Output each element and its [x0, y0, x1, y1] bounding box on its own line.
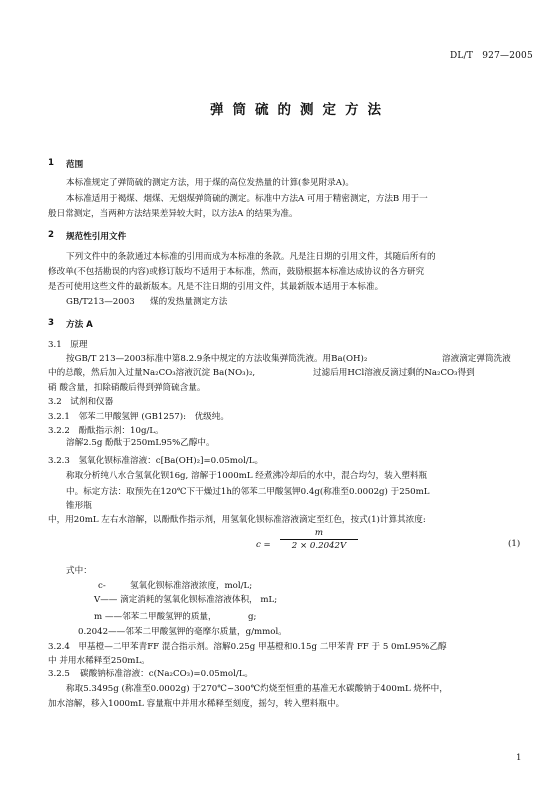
paragraph-line: 硝 酸含量，扣除硝酸后得到弹筒硫含量。 — [48, 383, 206, 393]
subsection-heading: 3.2.3 氢氧化钡标准溶液：c[Ba(OH)₂]=0.05mol/L。 — [48, 456, 264, 466]
paragraph-line: 中的总酸，然后加入过量Na₂CO₃溶液沉淀 Ba(NO₃)₂, — [48, 368, 256, 378]
paragraph-line: 中，用20mL 左右水溶解，以酚酞作指示剂，用氢氧化钡标准溶液滴定至红色，按式(1)计算其浓度: — [48, 515, 426, 525]
paragraph-line: 修改单(不包括勘误的内容)或修订版均不适用于本标准，然而，鼓励根据本标准达成协议的各方研究 — [48, 267, 425, 277]
section-1-heading: 范围 — [66, 160, 84, 170]
section-1-number: 1 — [48, 158, 54, 168]
equation-number: (1) — [508, 539, 521, 549]
paragraph-line: 过滤后用HCl溶液反滴过剩的Na₂CO₃得到 — [313, 368, 475, 378]
paragraph-line: 下列文件中的条款通过本标准的引用而成为本标准的条款。凡是注日期的引用文件，其随后所有的 — [66, 252, 436, 262]
subsection-heading: 碳酸钠标准溶液：c(Na₂CO₃)=0.05mol/L。 — [80, 669, 254, 679]
subsection-heading: 3.2 试剂和仪器 — [48, 397, 114, 407]
paragraph-line: 中。标定方法：取预先在120℃下干燥过1h的邻苯二甲酸氢钾0.4g(称准至0.0002g) 于250mL — [66, 487, 430, 497]
section-3-heading: 方法 A — [66, 320, 93, 330]
section-2-heading: 规范性引用文件 — [66, 232, 127, 242]
equation-numerator: m — [314, 528, 324, 538]
variable-unit: g; — [248, 612, 257, 622]
doc-code: DL/T 927—2005 — [450, 51, 533, 61]
paragraph-line: 称取分析纯八水合氢氧化钡16g, 溶解于1000mL 经煮沸冷却后的水中，混合均匀，装入塑料瓶 — [66, 471, 428, 481]
paragraph-line: 溶液滴定弹筒洗液 — [442, 354, 511, 364]
section-2-number: 2 — [48, 230, 54, 240]
subsection-heading: 3.2.1 邻苯二甲酸氢钾 (GB1257): 优级纯。 — [48, 412, 229, 422]
where-label: 式中： — [66, 566, 92, 576]
page-title: 弹筒硫的测定方法 — [210, 102, 390, 118]
paragraph-line: 中 并用水稀释至250mL。 — [48, 656, 150, 666]
fraction-bar — [280, 539, 358, 540]
variable-symbol: c- — [98, 581, 106, 591]
paragraph-line: 是否可使用这些文件的最新版本。凡是不注日期的引用文件，其最新版本适用于本标准。 — [48, 282, 384, 292]
equation-fraction — [280, 528, 358, 551]
paragraph-line: 锥形瓶 — [66, 501, 92, 511]
section-3-number: 3 — [48, 318, 54, 328]
subsection-heading: 3.2.2 酚酞指示剂：10g/L。 — [48, 426, 164, 436]
paragraph-line: 般日常测定，当两种方法结果差异较大时，以方法A 的结果为准。 — [48, 209, 298, 219]
page-number: 1 — [516, 753, 522, 763]
subsection-heading: 3.1 原理 — [48, 340, 88, 350]
subsection-heading: 3.2.4 甲基橙—二甲苯青FF 混合指示剂。溶解0.25g 甲基橙和0.15g 二甲苯青 FF 于 5 0mL95%乙醇 — [48, 642, 447, 652]
paragraph-line: 溶解2.5g 酚酞于250mL95%乙醇中。 — [66, 438, 215, 448]
variable-definition: V—— 滴定消耗的氢氧化钡标准溶液体积， mL; — [94, 595, 278, 605]
paragraph-line: 称取5.3495g (称准至0.0002g) 于270℃~300℃灼烧至恒重的基准无水碳酸钠于400mL 烧杯中， — [66, 684, 448, 694]
reference-code: GB/T213—2003 — [66, 297, 135, 307]
paragraph-line: 本标准适用于褐煤、烟煤、无烟煤弹筒硫的测定。标准中方法A 可用于精密测定，方法B 用于一 — [66, 194, 428, 204]
equation-denominator: 2 × 0.2042V — [291, 541, 347, 551]
paragraph-line: 加水溶解，移入1000mL 容量瓶中并用水稀释至刻度，摇匀，转入塑料瓶中。 — [48, 699, 345, 709]
paragraph-line: 本标准规定了弹筒硫的测定方法，用于煤的高位发热量的计算(参见附录A)。 — [66, 178, 354, 188]
paragraph-line: 按GB/T 213—2003标准中第8.2.9条中规定的方法收集弹筒洗液。用Ba(OH)₂ — [66, 354, 368, 364]
subsection-number: 3.2.5 — [48, 669, 70, 679]
reference-title: 煤的发热量测定方法 — [150, 297, 228, 307]
equation-lhs: c = — [256, 540, 271, 550]
variable-definition: m ——邻苯二甲酸氢钾的质量， — [94, 612, 217, 622]
variable-definition: 氢氧化钡标准溶液浓度，mol/L; — [130, 581, 253, 591]
variable-definition: 0.2042——邻苯二甲酸氢钾的毫摩尔质量，g/mmol。 — [78, 627, 287, 637]
